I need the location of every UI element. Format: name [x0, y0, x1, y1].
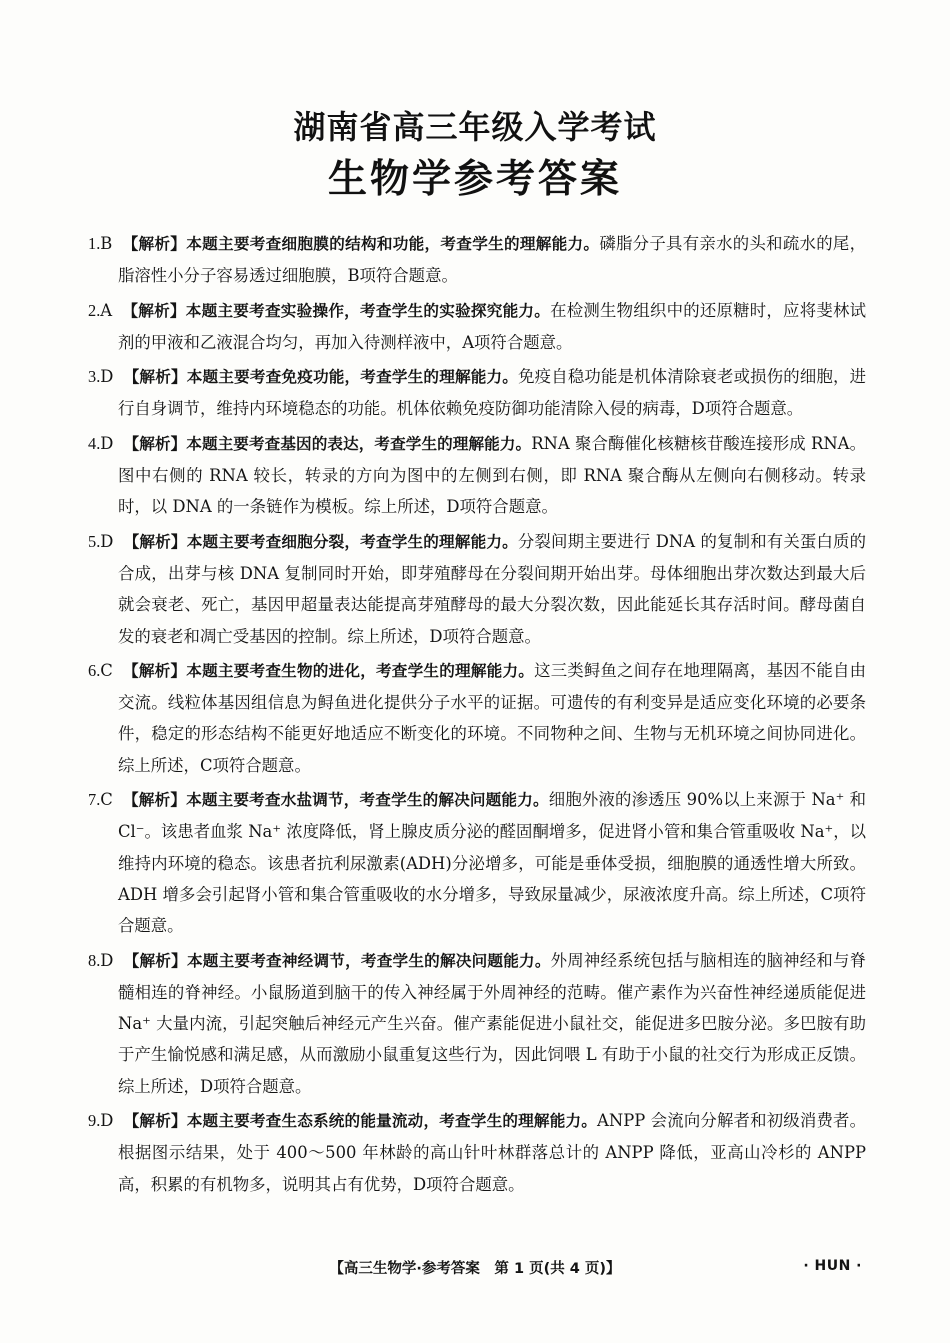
page-number-label: 【高三生物学·参考答案 第 1 页(共 4 页)】 — [329, 1261, 621, 1277]
analysis-detail: 外周神经系统包括与脑相连的脑神经和与脊髓相连的脊神经。小鼠肠道到脑干的传入神经属于外周神经的范畴。催产素作为兴奋性神经递质能促进 Na⁺ 大量内流，引起突触后神经元产生兴奋。催产素能促进小鼠社交，能促进多巴胺分泌。多巴胺有助于产生愉悦感和满足感，从而激励小鼠重复这些行为，因此饲喂 L 有助于小鼠的社交行为形成正反馈。综上所述，D项符合题意。 — [118, 950, 866, 1096]
analysis-tag: 【解析】 — [122, 301, 186, 320]
question-number: 8. — [88, 950, 101, 970]
analysis-summary: 本题主要考查免疫功能，考查学生的理解能力。 — [186, 368, 519, 387]
question-number: 9. — [88, 1111, 101, 1131]
analysis-detail: RNA 聚合酶催化核糖核苷酸连接形成 RNA。图中右侧的 RNA 较长，转录的方向为图中的左侧到右侧，即 RNA 聚合酶从左侧向右侧移动。转录时，以 DNA 的一条链作为模板。综上所述，D项符合题意。 — [118, 433, 866, 517]
analysis-summary: 本题主要考查基因的表达，考查学生的理解能力。 — [186, 434, 532, 453]
question-number: 2. — [88, 300, 101, 320]
question-number: 1. — [88, 234, 101, 253]
answer-choice: D — [100, 531, 114, 551]
answer-item-9 — [88, 1105, 866, 1200]
analysis-detail: 免疫自稳功能是机体清除衰老或损伤的细胞，进行自身调节，维持内环境稳态的功能。机体依赖免疫防御功能清除入侵的病毒，D项符合题意。 — [118, 367, 866, 419]
analysis-summary: 本题主要考查细胞分裂，考查学生的理解能力。 — [186, 532, 518, 551]
answer-item-3 — [88, 361, 866, 425]
analysis-summary: 本题主要考查生态系统的能量流动，考查学生的理解能力。 — [186, 1112, 598, 1131]
analysis-summary: 本题主要考查生物的进化，考查学生的理解能力。 — [186, 661, 535, 680]
answer-choice: C — [100, 660, 113, 680]
answer-item-4 — [88, 428, 866, 523]
exam-title: 湖南省高三年级入学考试 — [293, 108, 657, 146]
question-number: 3. — [88, 367, 101, 387]
answer-key-title: 生物学参考答案 — [327, 157, 622, 202]
answer-item-2 — [88, 295, 866, 359]
analysis-tag: 【解析】 — [122, 791, 187, 810]
analysis-detail: 这三类鲟鱼之间存在地理隔离，基因不能自由交流。线粒体基因组信息为鲟鱼进化提供分子水平的证据。可遗传的有利变异是适应变化环境的必要条件，稳定的形态结构不能更好地适应不断变化的环境。不同物种之间、生物与无机环境之间协同进化。综上所述，C项符合题意。 — [118, 660, 866, 775]
answer-item-1 — [88, 228, 866, 292]
answer-item-8 — [88, 945, 866, 1102]
question-number: 7. — [88, 790, 101, 810]
analysis-tag: 【解析】 — [122, 235, 187, 253]
analysis-tag: 【解析】 — [123, 434, 187, 453]
answer-choice: B — [100, 234, 113, 253]
answer-item-6 — [88, 655, 866, 781]
answer-choice: D — [100, 950, 114, 970]
analysis-tag: 【解析】 — [123, 1112, 187, 1131]
analysis-tag: 【解析】 — [122, 661, 187, 680]
analysis-summary: 本题主要考查实验操作，考查学生的实验探究能力。 — [185, 301, 551, 320]
answer-choice: D — [100, 1111, 114, 1131]
analysis-detail: 在检测生物组织中的还原糖时，应将斐林试剂的甲液和乙液混合均匀，再加入待测样液中，A项符合题意。 — [118, 300, 866, 352]
analysis-detail: 细胞外液的渗透压 90%以上来源于 Na⁺ 和 Cl⁻。该患者血浆 Na⁺ 浓度降低，肾上腺皮质分泌的醛固酮增多，促进肾小管和集合管重吸收 Na⁺，以维持内环境的稳态。该患者抗利尿激素(ADH)分泌增多，可能是垂体受损，细胞膜的通透性增大所致。ADH 增多会引起肾小管和集合管重吸收的水分增多，导致尿量减少，尿液浓度升高。综上所述，C项符合题意。 — [118, 790, 866, 936]
question-number: 4. — [88, 433, 101, 453]
answer-item-7 — [88, 784, 866, 941]
answer-choice: C — [100, 790, 113, 810]
analysis-tag: 【解析】 — [123, 951, 187, 970]
analysis-detail: ANPP 会流向分解者和初级消费者。根据图示结果，处于 400～500 年林龄的高山针叶林群落总计的 ANPP 降低，亚高山冷杉的 ANPP 高，积累的有机物多，说明其占有优势，D项符合题意。 — [118, 1111, 866, 1194]
question-number: 6. — [88, 660, 101, 680]
analysis-detail: 分裂间期主要进行 DNA 的复制和有关蛋白质的合成，出芽与核 DNA 复制同时开始，即芽殖酵母在分裂间期开始出芽。母体细胞出芽次数达到最大后就会衰老、死亡，基因甲超量表达能提高芽殖酵母的最大分裂次数，因此能延长其存活时间。酵母菌自发的衰老和凋亡受基因的控制。综上所述，D项符合题意。 — [118, 531, 866, 646]
answer-list — [88, 228, 866, 1203]
answer-item-5 — [88, 526, 866, 652]
answer-choice: D — [100, 367, 114, 387]
question-number: 5. — [88, 531, 101, 551]
analysis-summary: 本题主要考查水盐调节，考查学生的解决问题能力。 — [186, 791, 549, 810]
analysis-summary: 本题主要考查细胞膜的结构和功能，考查学生的理解能力。 — [186, 235, 600, 253]
analysis-tag: 【解析】 — [123, 532, 187, 551]
answer-choice: A — [100, 300, 113, 320]
answer-choice: D — [100, 433, 114, 453]
analysis-tag: 【解析】 — [123, 368, 187, 387]
analysis-detail: 磷脂分子具有亲水的头和疏水的尾，脂溶性小分子容易透过细胞膜，B项符合题意。 — [118, 234, 866, 286]
analysis-summary: 本题主要考查神经调节，考查学生的解决问题能力。 — [186, 951, 551, 970]
region-code: · HUN · — [803, 1258, 862, 1274]
